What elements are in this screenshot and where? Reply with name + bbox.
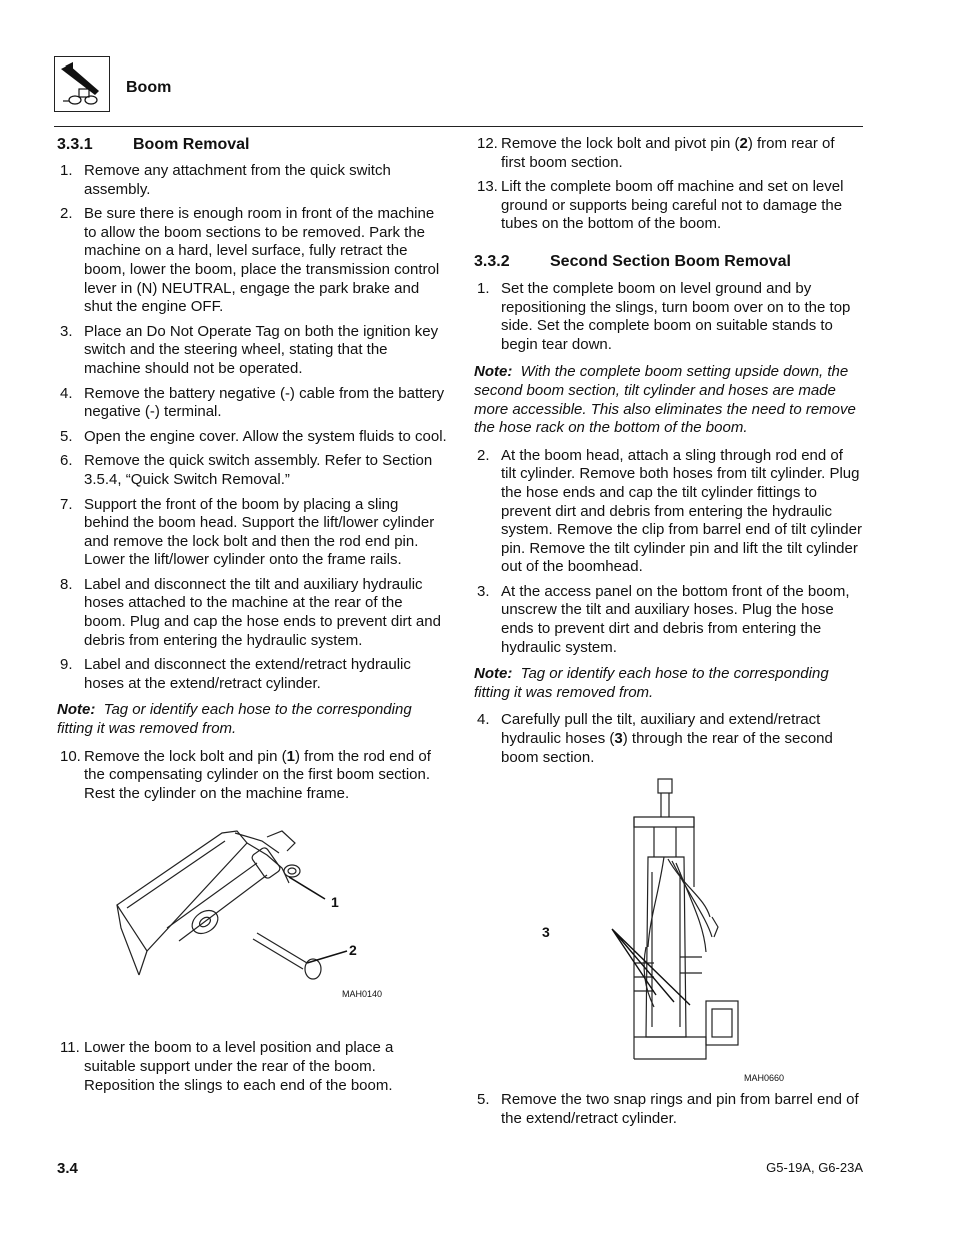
note-text: Tag or identify each hose to the corresponding fitting it was removed from. <box>474 665 829 701</box>
model-label: G5-19A, G6-23A <box>766 1160 863 1175</box>
step-number: 1. <box>60 162 73 179</box>
step-text: Carefully pull the tilt, auxiliary and extend/retract hydraulic hoses (3) through the rear of the second boom section. <box>501 711 833 766</box>
list-item <box>474 1091 862 1128</box>
step-number: 1. <box>477 279 490 297</box>
list-item <box>474 280 862 354</box>
list-item <box>57 1039 447 1095</box>
step-text: Remove the lock bolt and pin (1) from the rod end of the compensating cylinder on the first boom section. Rest the cylinder on the machine frame. <box>84 747 431 802</box>
section-heading-3-3-2 <box>474 252 862 272</box>
note-label: Note: <box>57 701 96 719</box>
list-item <box>474 135 862 172</box>
figure-id: MAH0140 <box>342 989 383 1000</box>
step-text: Remove the two snap rings and pin from barrel end of the extend/retract cylinder. <box>501 1091 859 1127</box>
step-number: 12. <box>477 135 498 152</box>
note-text: Tag or identify each hose to the corresponding fitting it was removed from. <box>57 701 412 738</box>
list-item <box>57 496 447 570</box>
section-heading-3-3-1 <box>57 135 447 155</box>
step-text: Lift the complete boom off machine and set on level ground or supports being careful not to damage the tubes on the bottom of the boom. <box>501 178 844 233</box>
list-item <box>57 656 447 693</box>
boom-pin-figure <box>57 813 447 1031</box>
list-item <box>57 748 447 804</box>
list-item <box>57 162 447 199</box>
left-column <box>57 135 447 1095</box>
step-list <box>57 162 447 693</box>
step-text: Remove the quick switch assembly. Refer to Section 3.5.4, “Quick Switch Removal.” <box>84 452 433 488</box>
step-text: Label and disconnect the tilt and auxiliary hydraulic hoses attached to the machine at the rear of the boom. Plug and cap the hose ends to prevent dirt and debris from entering the hydraulic system. <box>84 575 441 649</box>
step-number: 6. <box>60 452 73 470</box>
step-number: 7. <box>60 495 73 513</box>
step-number: 2. <box>477 446 490 464</box>
step-number: 5. <box>477 1091 490 1109</box>
step-number: 8. <box>60 575 73 593</box>
list-item <box>474 583 862 657</box>
note-text: With the complete boom setting upside down, the second boom section, tilt cylinder and hoses are made more accessible. This also eliminates the need to remove the hose rack on the bottom of the boom. <box>474 363 856 437</box>
step-number: 9. <box>60 656 73 674</box>
note <box>474 665 862 702</box>
step-number: 10. <box>60 747 81 765</box>
page-number: 3.4 <box>57 1160 78 1177</box>
step-text: Remove the lock bolt and pivot pin (2) from rear of first boom section. <box>501 135 835 171</box>
figure-id: MAH0660 <box>744 1073 785 1084</box>
step-number: 11. <box>60 1039 80 1057</box>
section-number: 3.3.1 <box>57 136 93 153</box>
note-label: Note: <box>474 363 513 381</box>
step-text: Remove any attachment from the quick switch assembly. <box>84 162 391 198</box>
step-number: 13. <box>477 178 498 196</box>
list-item <box>57 205 447 317</box>
step-text: Support the front of the boom by placing a sling behind the boom head. Support the lift/lower cylinder and remove the lock bolt and then the rod end pin. Lower the lift/lower cylinder onto the frame rails. <box>84 495 435 569</box>
note-label: Note: <box>474 665 513 683</box>
boom-section-illustration <box>594 777 854 1077</box>
step-text: At the access panel on the bottom front of the boom, unscrew the tilt and auxiliary hoses. Plug the hose ends to prevent dirt and debris from entering the hydraulic system. <box>501 582 850 656</box>
callout-3: 3 <box>542 924 550 941</box>
list-item <box>57 452 447 489</box>
list-item <box>474 711 862 767</box>
hose-routing-figure <box>474 777 862 1083</box>
list-item <box>57 385 447 422</box>
note <box>57 701 447 738</box>
step-list <box>474 447 862 658</box>
step-number: 4. <box>477 711 490 729</box>
section-title: Boom Removal <box>133 136 250 153</box>
step-text: Lower the boom to a level position and place a suitable support under the rear of the boom. Reposition the slings to each end of the boom. <box>84 1039 394 1094</box>
section-title: Second Section Boom Removal <box>550 252 791 270</box>
step-number: 3. <box>60 322 73 340</box>
callout-1: 1 <box>331 894 339 911</box>
list-item <box>57 428 447 447</box>
step-text: At the boom head, attach a sling through rod end of tilt cylinder. Remove both hoses from tilt cylinder. Plug the hose ends and cap the tilt cylinder fittings to prevent dirt and debris from entering the hydraulic system. Remove the clip from barrel end of tilt cylinder pin. Remove the tilt cylinder pin and lift the tilt cylinder out of the boomhead. <box>501 446 862 576</box>
boom-illustration <box>107 813 447 1031</box>
list-item <box>474 447 862 577</box>
step-text: Label and disconnect the extend/retract hydraulic hoses at the extend/retract cylinder. <box>84 656 411 692</box>
section-logo <box>54 56 110 112</box>
step-list <box>474 135 862 234</box>
step-text: Open the engine cover. Allow the system fluids to cool. <box>84 427 447 445</box>
step-number: 3. <box>477 582 490 600</box>
step-number: 2. <box>60 205 73 223</box>
step-number: 4. <box>60 384 73 402</box>
note <box>474 363 862 437</box>
step-number: 5. <box>60 427 73 445</box>
list-item <box>474 178 862 234</box>
step-text: Be sure there is enough room in front of the machine to allow the boom sections to be removed. Park the machine on a hard, level surface, fully retract the boom, lower the boom, place the transmission control lever in (N) NEUTRAL, engage the park brake and shut the engine OFF. <box>84 205 440 316</box>
list-item <box>57 576 447 650</box>
step-text: Remove the battery negative (-) cable from the battery negative (-) terminal. <box>84 384 445 421</box>
list-item <box>57 323 447 379</box>
step-text: Place an Do Not Operate Tag on both the ignition key switch and the steering wheel, stating that the machine should not be operated. <box>84 322 439 377</box>
page-section-title: Boom <box>126 79 172 96</box>
header-divider <box>54 126 863 127</box>
section-number: 3.3.2 <box>474 252 510 270</box>
right-column <box>474 135 862 1128</box>
step-text: Set the complete boom on level ground and by repositioning the slings, turn boom over on to the top side. Set the complete boom on suitable stands to begin tear down. <box>501 279 851 353</box>
callout-2: 2 <box>349 942 357 959</box>
telehandler-icon <box>55 57 108 110</box>
